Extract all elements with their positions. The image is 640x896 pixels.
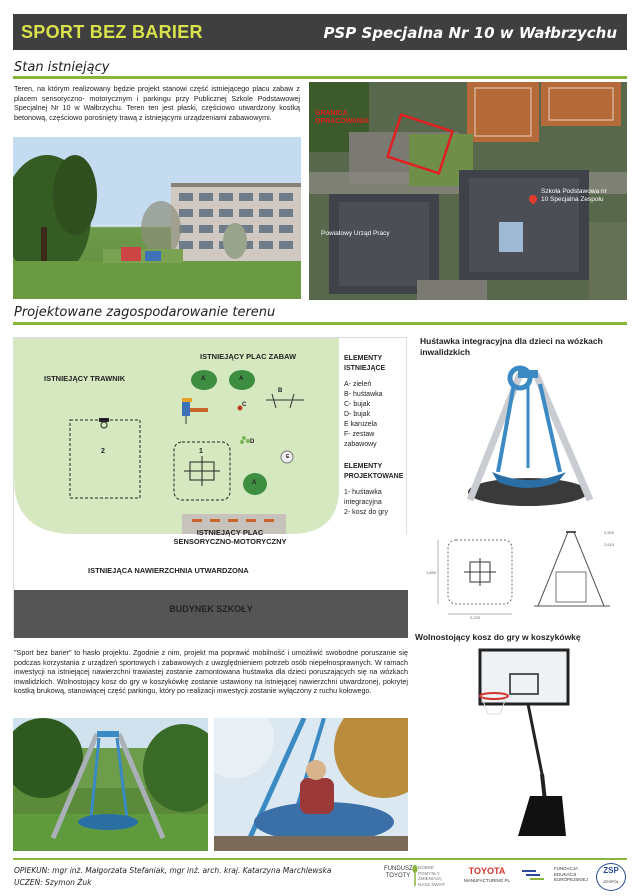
plan-label-building: BUDYNEK SZKOŁY <box>169 604 253 614</box>
plan-label-paved: ISTNIEJĄCA NAWIERZCHNIA UTWARDZONA <box>88 566 249 575</box>
legend-item: integracyjna <box>344 499 382 506</box>
logo-dobre-pomysly <box>418 865 450 887</box>
plan-label-sensory-1: ISTNIEJĄCY PLAC <box>196 528 264 537</box>
logo-text: MANUFACTURING PL <box>463 878 510 883</box>
logo-text: EDUKACJI <box>554 871 577 877</box>
section-divider-2 <box>13 322 627 325</box>
logo-text: ZESPÓŁ <box>603 879 619 884</box>
map-pin-icon <box>527 193 538 204</box>
footer-divider <box>13 858 627 860</box>
legend-item: F- zestaw <box>344 431 375 438</box>
legend-existing-header-2: ISTNIEJĄCE <box>344 365 386 372</box>
plan-label-sensory-2: SENSORYCZNO-MOTORYCZNY <box>173 537 287 546</box>
legend-item: 2- kosz do gry <box>344 509 388 516</box>
logo-text: NASZ ŚWIAT <box>418 881 446 887</box>
swing-illustration <box>440 360 612 510</box>
office-label: Powiatowy Urząd Pracy <box>321 230 390 237</box>
mark-a3: A <box>252 480 257 486</box>
legend-designed <box>344 462 403 518</box>
school-photo <box>13 137 301 299</box>
mark-2: 2 <box>101 448 105 455</box>
page-header <box>13 14 627 50</box>
legend-item: C- bujak <box>344 401 371 408</box>
section-title-existing: Stan istniejący <box>14 60 110 75</box>
legend-item: zabawowy <box>344 441 377 448</box>
logo-text: FUNDACJA <box>554 866 579 871</box>
boundary-label-line-1: GRANICA <box>315 110 348 117</box>
site-plan <box>13 337 407 637</box>
logo-text: FUNDUSZ <box>384 866 413 872</box>
logo-zsp <box>596 863 626 891</box>
mark-1: 1 <box>199 448 203 455</box>
legend-item: E karuzela <box>344 421 378 428</box>
logo-text: EUROPEJSKIEJ <box>554 877 588 882</box>
footer-supervisors: OPIEKUN: mgr inż. Małgorzata Stefaniak, mgr inż. arch. kraj. Katarzyna Marchlewska <box>14 866 332 875</box>
plan-label-lawn: ISTNIEJĄCY TRAWNIK <box>44 374 126 383</box>
school-pin-line-2: 10 Specjalna Zespołu <box>541 196 604 203</box>
mark-a1: A <box>201 376 206 382</box>
dim-label: 1,855 <box>426 570 437 575</box>
logo-text: TOYOTY <box>385 873 411 879</box>
boundary-label <box>315 110 369 126</box>
legend-item: A- zieleń <box>344 381 372 388</box>
legend-existing-header-1: ELEMENTY <box>344 355 383 362</box>
mark-d: D <box>250 439 255 445</box>
logo-text: ZSP <box>603 866 619 875</box>
swing-title-line-2: inwalidzkich <box>420 347 471 357</box>
hoop-title: Wolnostojący kosz do gry w koszykówkę <box>415 632 581 642</box>
dim-label: 2,500 <box>604 530 615 535</box>
dim-label: 2,615 <box>604 542 615 547</box>
logo-fundusz-toyoty <box>384 866 412 880</box>
legend-designed-header-2: PROJEKTOWANE <box>344 473 404 480</box>
project-description: "Sport bez barier" to hasło projektu. Zgodnie z nim, projekt ma poprawić mobilność i umożliwić swobodne poruszanie się podczas korzystania z urządzeń sportowych i zabawowych z uwzględnieniem potrzeb osób niepełnosprawnych. W ramach inwestycji na istniejącej nawierzchni trawiastej zostanie zamontowana huśtawka dla dzieci poruszających się na wózkach inwalidzkich. Wolnostojący kosz do gry w koszykówkę zostanie ustawiony na istniejącej nawierzchni utwardzonej, pokrytej kostką brukową, stanowiącej część parkingu, który po realizacji inwestycji zostanie wyłączony z ruchu kołowego. <box>14 648 408 696</box>
swing-photo-2 <box>214 718 408 851</box>
legend-item: D- bujak <box>344 411 371 418</box>
school-pin-label <box>541 188 607 204</box>
logo-text: ZMIENIAJĄ <box>418 876 442 881</box>
section-divider <box>13 76 627 79</box>
section-title-designed: Projektowane zagospodarowanie terenu <box>14 305 276 320</box>
logo-fee <box>554 866 588 883</box>
plan-label-playground: ISTNIEJĄCY PLAC ZABAW <box>200 352 297 361</box>
legend-designed-header-1: ELEMENTY <box>344 463 383 470</box>
dim-label: 2,220 <box>470 615 481 620</box>
school-pin-line-1: Szkoła Podstawowa nr <box>541 188 607 195</box>
boundary-label-line-2: OPRACOWANIA <box>315 118 370 125</box>
legend-item: 1- huśtawka <box>344 489 382 496</box>
mark-b: B <box>278 388 283 394</box>
satellite-map <box>309 82 627 300</box>
fee-logo-icon <box>522 868 552 884</box>
school-pin <box>529 190 537 208</box>
school-name: PSP Specjalna Nr 10 w Wałbrzychu <box>323 24 617 42</box>
poster-title: SPORT BEZ BARIER <box>21 22 203 42</box>
intro-paragraph: Teren, na którym realizowany będzie projekt stanowi część istniejącego placu zabaw z placem sensoryczno- motorycznym i parkingu przy Publicznej Szkole Podstawowej Specjalnej Nr 10 w Wałbrzychu. Teren ten jest płaski, częściowo utwardzony kostką betonową, częściowo porośnięty trawą z istniejącymi urządzeniami zabawowymi. <box>14 84 300 122</box>
logo-text: DOBRE POMYSŁY <box>418 865 440 876</box>
swing-title <box>420 336 630 358</box>
mark-e: E <box>286 454 290 460</box>
hoop-illustration <box>470 644 590 844</box>
plan-label-sensory <box>14 528 408 546</box>
mark-c: C <box>242 402 247 408</box>
swing-title-line-1: Huśtawka integracyjna dla dzieci na wózkach <box>420 336 603 346</box>
mark-a2: A <box>239 376 244 382</box>
legend-item: B- huśtawka <box>344 391 383 398</box>
swing-technical-drawing <box>426 520 626 620</box>
logo-toyota <box>462 866 512 884</box>
swing-photo-1 <box>13 718 208 851</box>
logo-text: TOYOTA <box>468 866 506 876</box>
legend-existing <box>344 354 385 450</box>
footer-student: UCZEŃ: Szymon Żuk <box>14 878 92 887</box>
